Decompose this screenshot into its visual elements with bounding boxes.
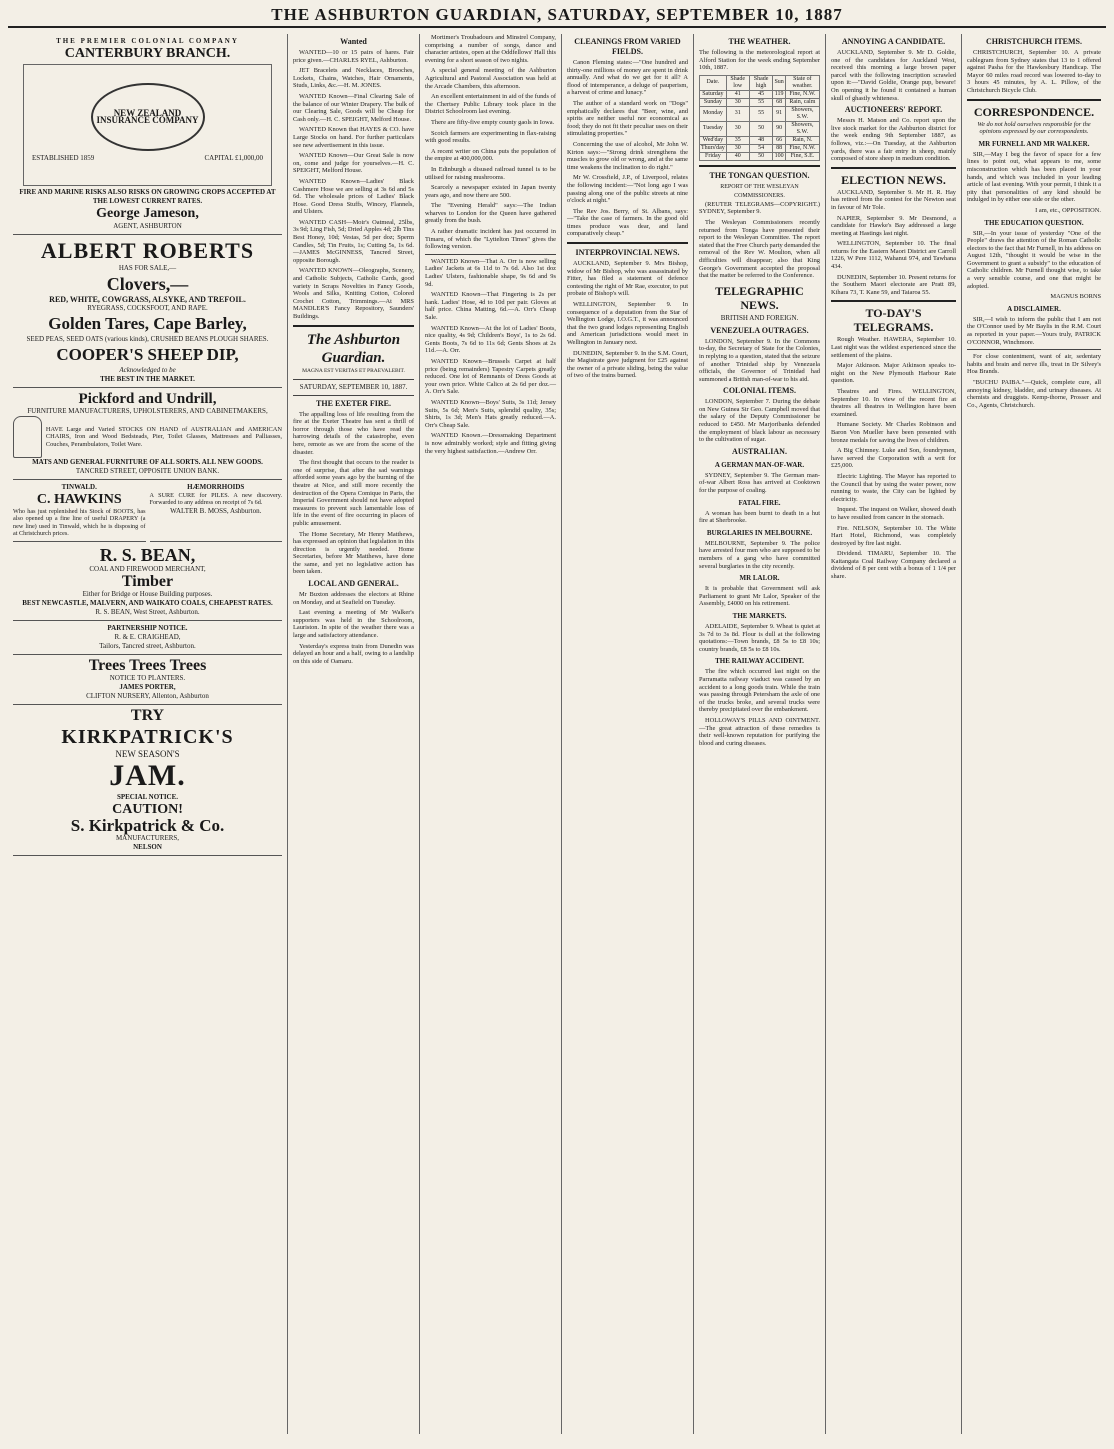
weather-cell: 35	[726, 136, 749, 144]
column-telegrams	[694, 34, 826, 1434]
weather-cell: Tuesday	[700, 121, 727, 136]
divider	[967, 99, 1101, 101]
article-paragraph: The Home Secretary, Mr Henry Matthews, has expressed an opinion that legislation in this direction is urgently needed. Home Secretaries, before Mr Matthews, have done the same, and yet no legislative action has been taken.	[293, 530, 414, 576]
piles-text: A SURE CURE for PILES. A new discovery. Forwarded to any address on receipt of 7s 6d.	[149, 492, 282, 507]
weather-cell: 55	[749, 98, 773, 106]
clovers-heading: Clovers,—	[106, 274, 189, 294]
classified-ad: WANTED Known.—Dressmaking Department is now admirably worked; style and fitting giving the very highest satisfaction.—Andrew Orr.	[425, 432, 556, 455]
tongan-heading: THE TONGAN QUESTION.	[709, 170, 810, 180]
german-heading: A GERMAN MAN-OF-WAR.	[714, 460, 805, 469]
divider	[567, 242, 688, 244]
classified-ad: WANTED Known—Brussels Carpet at half price (being remainders) Tapestry Carpets greatly reduced. One lot of Remnants of Dress Goods at your own price. White Calico at 2s 6d per doz.—A. Orr's Sale.	[425, 357, 556, 396]
news-paragraphs	[425, 34, 556, 251]
article-paragraph: Theatres and Fires. WELLINGTON, September 10. In view of the recent fire at theatres all theatres in Wellington have been examined.	[831, 388, 956, 418]
article-paragraph: Dividend. TIMARU, September 10. The Kaitangata Coal Railway Company declared a dividend of 8 per cent with a bonus of 1 1/4 per share.	[831, 550, 956, 581]
fatal-heading: FATAL FIRE.	[738, 498, 781, 507]
correspondence-heading: CORRESPONDENCE.	[973, 104, 1095, 119]
pickford-sub: FURNITURE MANUFACTURERS, UPHOLSTERERS, AND CABINETMAKERS,	[27, 407, 268, 415]
article-paragraph: Yesterday's express train from Dunedin was delayed an hour and a half, owing to a landslip on this side of Oamaru.	[293, 642, 414, 665]
classified-ad: WANTED CASH—Moir's Oatmeal, 25lbs, 3s 9d; Ling Fish, 5d; Dried Apples 4d; 2lb Tins Best Honey, 10d; Vestas, 5d per doz; Sperm Candles, 5d; Tin Fruits, 1s; Cutting 5s, 1s 6d.—JAMES McGINNESS, Tancred Street, opposite Borough.	[293, 218, 414, 264]
insurance-emblem	[23, 64, 272, 186]
weather-heading: THE WEATHER.	[728, 37, 791, 46]
weather-cell: 68	[773, 98, 785, 106]
craighead-name: R. & E. CRAIGHEAD,	[114, 632, 181, 641]
weather-cell: Thurs'day	[701, 144, 725, 151]
sheep-dip-sub: Acknowledged to be	[119, 366, 176, 374]
colonial-heading: COLONIAL ITEMS.	[723, 386, 796, 396]
weather-cell: Fine, N.W.	[785, 90, 819, 98]
exeter-heading: THE EXETER FIRE.	[316, 398, 391, 408]
weather-cell: 48	[749, 136, 773, 144]
weather-table	[699, 75, 820, 161]
weather-row	[700, 90, 820, 98]
piles-addr: WALTER B. MOSS, Ashburton.	[170, 506, 262, 515]
weather-cell: Friday	[700, 152, 727, 160]
piles-title: HÆMORRHOIDS	[187, 483, 245, 491]
railway-text: The fire which occurred last night on the Parramatta railway viaduct was caused by an accident to a long goods train. While the train was passing through Petersham the axle of one of the trucks broke, and several trucks were thereby precipitated over the embankment.	[699, 668, 820, 714]
classified-ad: WANTED Known—Boys' Suits, 3s 11d; Jersey Suits, 5s 6d; Men's Suits, splendid quality, 35s; Shirts, 1s 3d; Men's Hats greatly reduced.—A. Orr's Cheap Sale.	[425, 398, 556, 429]
disclaimer-text: SIR,—I wish to inform the public that I am not the O'Connor used by Mr Baylis in the R.M. Court as reported in your paper.—Yours truly, PATRICK O'CONNOR, Winchmore.	[967, 315, 1101, 346]
fatal-text: A woman has been burnt to death in a hut fire at Sherbrooke.	[699, 509, 820, 525]
tongan-article	[699, 201, 820, 280]
weather-cell: 54	[749, 144, 773, 152]
weather-header-cell: State of weather.	[785, 75, 819, 90]
cleanings-article	[567, 59, 688, 238]
craighead-addr: Tailors, Tancred street, Ashburton.	[99, 641, 196, 650]
column-news	[420, 34, 562, 1434]
weather-cell: Fine, N.W.	[785, 144, 819, 152]
local-article	[293, 591, 414, 665]
timber-sub: Either for Bridge or House Building purposes.	[82, 589, 213, 598]
weather-header-cell: Date.	[700, 75, 727, 90]
hawkins-text: Who has just replenished his Stock of BOOTS, has also opened up a fine line of useful DRAPERY (a new line) used in Tinwald, which he is disposing of at Christchurch prices.	[13, 508, 146, 538]
interprov-heading: INTERPROVINCIAL NEWS.	[575, 248, 680, 258]
classified-ad: JET Bracelets and Necklaces, Brooches, Lockets, Chains, Watches, Hair Ornaments, Studs, Links, &c.—H. M. JONES.	[293, 67, 414, 90]
classified-ad: WANTED Known—Final Clearing Sale of the balance of our Winter Drapery. The bulk of our Clearing Sale, Goods will be Cheap for Cash only.—H. C. SPEIGHT, Melford House.	[293, 92, 414, 123]
weather-cell: Rain, N.	[785, 136, 819, 144]
weather-cell: Monday	[700, 106, 727, 121]
insurance-seal: NEW ZEALAND INSURANCE COMPANY	[91, 83, 205, 151]
bean-addr: R. S. BEAN, West Street, Ashburton.	[95, 607, 200, 616]
hawkins-ad	[13, 480, 146, 542]
caution-label: CAUTION!	[112, 801, 183, 817]
clovers-types: RED, WHITE, COWGRASS, ALSYKE, AND TREFOIL.	[49, 295, 246, 304]
weather-row	[700, 136, 820, 144]
weather-row	[700, 106, 820, 121]
season-label: NEW SEASON'S	[115, 748, 180, 759]
insurance-branch: CANTERBURY BRANCH.	[64, 46, 231, 61]
weather-cell: Fine, S.E.	[785, 152, 819, 160]
weather-cell: 55	[749, 106, 773, 121]
porter-name: JAMES PORTER,	[119, 682, 176, 691]
kirkpatrick-title: KIRKPATRICK'S	[61, 725, 234, 748]
lalor-heading: MR LALOR.	[739, 574, 780, 583]
article-paragraph: DUNEDIN, September 10. Present returns for the Southern Maori electorate are Pratt 89, Kihara 73, T. Kane 59, and Taiaroa 55.	[831, 273, 956, 296]
pickford-ad	[13, 388, 282, 480]
weather-cell: 119	[774, 90, 784, 97]
auctioneers-text: Messrs H. Matson and Co. report upon the live stock market for the Ashburton district for the week ending 9th September 1887, as follows, viz.:—On Tuesday, at the Ashburton yards, there was a fair entry in sheep, mainly composed of store sheep in medium condition.	[831, 117, 956, 163]
ryegrass-line: RYEGRASS, COCKSFOOT, AND RAPE.	[87, 304, 208, 312]
bean-title: R. S. BEAN,	[99, 544, 196, 565]
weather-row	[700, 98, 820, 106]
divider	[831, 167, 956, 169]
column-correspondence	[962, 34, 1106, 1434]
markets-heading: THE MARKETS.	[732, 611, 787, 620]
classified-ad: WANTED KNOWN—Oleographs, Scenery, and Catholic Subjects, Catholic Cards, good variety in Scraps Novelties in Fancy Goods, Wools and Silks, Knitting Cotton, Colored Crochet Cotton, Trimmings.—At MRS MANDLER'S Fancy Repository, Saunders' Buildings.	[293, 267, 414, 320]
insurance-title: THE PREMIER COLONIAL COMPANY	[56, 37, 239, 45]
article-paragraph: Electric Lighting. The Mayor has reported to the Council that by using the water power, now running to waste, the City can be lighted by electricity.	[831, 472, 956, 503]
tinwald-label: TINWALD.	[61, 483, 97, 491]
article-paragraph: AUCKLAND, September 9. Mr H. R. Hay has retired from the contest for the Newton seat in favour of Mr Tole.	[831, 188, 956, 211]
divider	[699, 165, 820, 167]
weather-cell: 31	[726, 106, 749, 121]
holloway-text: HOLLOWAY'S PILLS AND OINTMENT.—The great attraction of these remedies is their well-known reputation for purifying the blood and curing diseases.	[699, 716, 820, 747]
mats-line: MATS AND GENERAL FURNITURE OF ALL SORTS. ALL NEW GOODS.	[32, 458, 263, 466]
article-paragraph: NAPIER, September 9. Mr Desmond, a candidate for Hawke's Bay addressed a large meeting at Hastings last night.	[831, 214, 956, 237]
article-paragraph: Humane Society. Mr Charles Robinson and Baron Von Mueller have been presented with bronze medals for saving the lives of children.	[831, 421, 956, 444]
weather-cell: Wed'day	[700, 136, 727, 144]
article-paragraph: DUNEDIN, September 9. In the S.M. Court, the Magistrate gave judgment for £25 against the owner of a private sliding, being the value of two of the trains burned.	[567, 349, 688, 380]
furnell-heading: MR FURNELL AND MR WALKER.	[978, 139, 1090, 148]
weather-cell: Showers, S.W.	[785, 106, 819, 121]
article-paragraph: A special general meeting of the Ashburton Agricultural and Pastoral Association was held at the Arcade Chambers, this afternoon.	[425, 67, 556, 90]
disclaimer-heading: A DISCLAIMER.	[1007, 304, 1061, 313]
kp-company: S. Kirkpatrick & Co.	[70, 815, 225, 835]
article-paragraph: A rather dramatic incident has just occurred in Timaru, of which the "Lyttelton Times" gives the following version.	[425, 228, 556, 251]
article-paragraph: The Rev Jos. Berry, of St. Albans, says:—"Take the case of farmers. In the good old times produce was dear, and land comparatively cheap."	[567, 207, 688, 238]
weather-cell: 40	[726, 152, 749, 160]
weather-cell: 91	[773, 106, 785, 121]
masthead: THE ASHBURTON GUARDIAN, SATURDAY, SEPTEMBER 10, 1887	[8, 4, 1106, 28]
paper-date: SATURDAY, SEPTEMBER 10, 1887.	[299, 382, 408, 391]
weather-cell: 88	[773, 144, 785, 152]
article-paragraph: (REUTER TELEGRAMS—COPYRIGHT.) SYDNEY, September 9.	[699, 200, 820, 216]
divider	[967, 349, 1101, 350]
article-paragraph: A recent writer on China puts the population of the empire at 400,000,000.	[425, 147, 556, 163]
election-heading: ELECTION NEWS.	[841, 172, 946, 187]
furnell-text: SIR,—May I beg the favor of space for a few lines to point out, what appears to me, some misconstruction which has been placed in your hands, and which was included in your leading article of last evening. With your permit, I think it a pity that personalities of any kind should be indulged in by either one side or the other.	[967, 150, 1101, 204]
article-paragraph: The first thought that occurs to the reader is one of surprise, that after the sad warnings afforded some years ago by the burning of the theatre at Nice, and still more recently the destruction of the Opera Comique in Paris, the Imperial Government should not have adopted measures to prevent such lamentable loss of life in the event of fire occurring in places of public amusement.	[293, 459, 414, 527]
capital-label: CAPITAL £1,000,00	[204, 154, 263, 163]
agent-place: AGENT, ASHBURTON	[113, 222, 182, 230]
weather-cell: 90	[773, 121, 785, 136]
insurance-text: FIRE AND MARINE RISKS ALSO RISKS ON GROWING CROPS ACCEPTED AT THE LOWEST CURRENT RATES.	[19, 188, 276, 205]
christchurch-text: CHRISTCHURCH, September 10. A private cablegram from Sydney states that 13 to 1 offered against Pasha for the Hawkesbury Handicap. The Mayor 60 miles road record was lowered to-day to 3 hours 45 minutes, by A. L. Pillow, of the Christchurch Bicycle Club.	[967, 49, 1101, 94]
christchurch-heading: CHRISTCHURCH ITEMS.	[985, 37, 1082, 46]
column-cleanings	[562, 34, 694, 1434]
article-paragraph: Inquest. The inquest on Walker, showed death to have resulted from cancer in the stomach.	[831, 506, 956, 521]
article-paragraph: Major Atkinson. Major Atkinson speaks to-night on the New Plymouth Harbour Rate question.	[831, 362, 956, 385]
divider	[425, 254, 556, 255]
article-paragraph: Fire. NELSON, September 10. The White Hart Hotel, Richmond, was completely destroyed by fire last night.	[831, 524, 956, 547]
article-paragraph: AUCKLAND, September 9. Mrs Bishop, widow of Mr Bishop, who was assassinated by Fitter, has filed a statement of defence contesting the right of Mr Rae, executor, to put probate of Bishop's will.	[567, 260, 688, 298]
divider	[293, 395, 414, 396]
article-paragraph: Scarcely a newspaper existed in Japan twenty years ago, and now there are 500.	[425, 184, 556, 199]
divider	[831, 300, 956, 302]
exeter-article	[293, 411, 414, 576]
special-notice: SPECIAL NOTICE.	[116, 792, 179, 801]
column-wanted-editorial	[288, 34, 420, 1434]
established-label: ESTABLISHED 1859	[32, 154, 95, 163]
classified-ad: WANTED Known—That A. Orr is now selling Ladies' Jackets at 6s 11d to 7s 6d. Also 1st doz Ladies' Ulsters, fashionable shape, 9s 6d and 9s 9d.	[425, 257, 556, 288]
pickford-body	[13, 416, 282, 458]
british-sub: BRITISH AND FOREIGN.	[720, 313, 799, 322]
australian-heading: AUSTRALIAN.	[732, 446, 787, 456]
ads-pair-1	[13, 480, 282, 542]
sale-text: For close contentment, want of air, sedentary habits and brain and nerve ills, treat in Dr Silvey's Hoa Brands.	[967, 353, 1101, 376]
seeds-line: SEED PEAS, SEED OATS (various kinds), CRUSHED BEANS PLOUGH SHARES.	[26, 335, 269, 343]
colonial-text: LONDON, September 7. During the debate on New Guinea Sir Geo. Campbell moved that the salary of the Deputy Commissioner be reduced to £450. Mr Marjoribanks defended the employment of black labour as necessary to the cultivation of sugar.	[699, 398, 820, 444]
weather-row	[700, 121, 820, 136]
roberts-sub: HAS FOR SALE,—	[118, 264, 177, 272]
tongan-sub: REPORT OF THE WESLEYAN COMMISSIONERS.	[720, 183, 799, 199]
article-paragraph: The appalling loss of life resulting from the fire at the Exeter Theatre has sent a thrill of horror through those who have read the harrowing details of the catastrophe, even here, remote as we are from the scene of the disaster.	[293, 410, 414, 456]
planters-sub: NOTICE TO PLANTERS.	[109, 673, 186, 682]
hawkins-title: C. HAWKINS	[36, 492, 122, 507]
article-paragraph: Concerning the use of alcohol, Mr John W. Kirton says:—"Strong drink strengthens the muscles to grow old or wrong, and at the same time weakens the inclination to do right."	[567, 140, 688, 171]
coals-line: BEST NEWCASTLE, MALVERN, AND WAIKATO COALS, CHEAPEST RATES.	[22, 598, 273, 607]
weather-cell: 45	[749, 90, 773, 98]
weather-cell: 30	[726, 121, 749, 136]
classified-ad: WANTED Known—At the lot of Ladies' Boots, nice quality, 4s 9d; Children's Boys', 1s to 2s 6d. Gents Boots, 7s 6d to 11s 6d; Gents Shoes at 2s 11d.—A. Orr.	[425, 324, 556, 355]
kp-manufacturers: MANUFACTURERS,	[115, 833, 180, 842]
sheep-dip-heading: COOPER'S SHEEP DIP,	[56, 345, 239, 364]
partnership-ad	[13, 621, 282, 655]
columns	[8, 34, 1106, 1434]
weather-cell: Rain, calm	[785, 98, 819, 106]
tancred-line: TANCRED STREET, OPPOSITE UNION BANK.	[75, 467, 220, 475]
lalor-text: It is probable that Government will ask Parliament to grant Mr Lalor, Speaker of the Assembly, £4000 on his retirement.	[699, 585, 820, 608]
article-paragraph: The Wesleyan Commissioners recently returned from Tonga have presented their report to the Wesleyan Committee. The report stated that the Free Church party demanded the removal of the Rev W. Moulton, when all difficulties will disappear; also that King George's Government accepted the proposal that the matter be referred to the Conference.	[699, 218, 820, 280]
insurance-facts	[24, 151, 271, 167]
column-elections	[826, 34, 962, 1434]
education-heading: THE EDUCATION QUESTION.	[984, 218, 1084, 227]
classified-ad: WANTED Known—Our Great Sale is now on, come and judge for yourselves.—H. C. SPEIGHT, Melford House.	[293, 152, 414, 175]
weather-body	[700, 90, 820, 160]
weather-cell: Sunday	[700, 98, 727, 106]
paper-title: The Ashburton Guardian.	[306, 331, 401, 366]
weather-header-cell: Sun	[773, 75, 785, 90]
newspaper-page	[8, 4, 1106, 1441]
bean-sub: COAL AND FIREWOOD MERCHANT,	[89, 564, 206, 573]
article-paragraph: Rough Weather. HAWERA, September 10. Last night was the wildest experienced since the settlement of the plains.	[831, 336, 956, 359]
buchu-text: "BUCHU PAIBA."—Quick, complete cure, all annoying kidney, bladder, and urinary diseases. At chemists and druggists. Kemp-thorne, Prosser and Co., Agents, Christchurch.	[967, 379, 1101, 409]
weather-cell: 41	[726, 90, 749, 98]
article-paragraph: An excellent entertainment in aid of the funds of the Chertsey Public Library took place in the District Schoolroom last evening.	[425, 93, 556, 116]
weather-cell: Showers, S.W.	[785, 121, 819, 136]
divider	[293, 379, 414, 380]
tares-heading: Golden Tares, Cape Barley,	[48, 314, 247, 333]
burglaries-text: MELBOURNE, September 9. The police have arrested four men who are supposed to be members of a gang who have committed several burglaries in the city recently.	[699, 539, 820, 570]
agent-name: George Jameson,	[96, 206, 199, 221]
interprov-article	[567, 260, 688, 380]
telegraphic-heading: TELEGRAPHIC NEWS.	[715, 283, 804, 312]
column-advertisements	[8, 34, 288, 1434]
divider	[293, 325, 414, 327]
venezuela-text: LONDON, September 9. In the Commons to-day, the Secretary of State for the Colonies, in replying to a question, stated that the seizure of another Trinidad ship by Venezuela officials, the Governor of Trinidad had summoned a British man-of-war to his aid.	[699, 337, 820, 383]
german-text: SYDNEY, September 9. The German man-of-war Albert Ross has arrived at Cooktown for the purpose of coaling.	[699, 471, 820, 495]
kp-nelson: NELSON	[133, 842, 162, 851]
article-paragraph: Canon Fleming states:—"One hundred and thirty-one millions of money are spent in drink annually. And what do we get for it all? A flood of intemperance, a deluge of pauperism, a harvest of crime and lunacy."	[567, 59, 688, 97]
article-paragraph: A Big Chimney. Luke and Son, foundrymen, have served the Corporation with a writ for £25,000.	[831, 447, 956, 470]
education-sign: MAGNUS BORNS	[1050, 293, 1101, 301]
classified-ad: WANTED Known that HAYES & CO. have Large Stocks on hand. For further particulars see new advertisement in this issue.	[293, 126, 414, 149]
article-paragraph: Scotch farmers are experimenting in flax-raising with good results.	[425, 129, 556, 145]
article-paragraph: The author of a standard work on "Dogs" emphatically declares that "Beer, wine, and spirits are neither useful nor economical as food; they do not fit their peculiar uses on their stimulating properties."	[567, 99, 688, 138]
article-paragraph: WELLINGTON, September 10. The final returns for the Eastern Maori District are Carroll 1226, W Pere 1112, Wahanui 974, and Tawhana 434.	[831, 240, 956, 271]
weather-cell: 50	[749, 121, 773, 136]
bean-ad	[13, 542, 282, 621]
weather-cell: 30	[726, 144, 749, 152]
piles-ad	[150, 480, 283, 542]
article-paragraph: Mr Buxton addresses the electors at Rhine on Monday, and at Seafield on Tuesday.	[293, 591, 414, 606]
weather-note: The following is the meteorological report at Alford Station for the week ending September 10th, 1887.	[699, 49, 820, 72]
todays-telegrams-article	[831, 336, 956, 580]
pickford-title: Pickford and Undrill,	[78, 391, 217, 407]
wanted-heading: Wanted	[340, 37, 367, 46]
kirkpatrick-ad	[13, 705, 282, 856]
todays-telegrams-heading: TO-DAY'S TELEGRAMS.	[853, 306, 934, 335]
weather-header-row	[700, 75, 820, 90]
insurance-ad	[13, 34, 282, 235]
weather-cell: 100	[774, 152, 784, 159]
article-paragraph: There are fifty-five empty county gaols in Iowa.	[431, 118, 555, 126]
railway-heading: THE RAILWAY ACCIDENT.	[715, 657, 804, 666]
chair-illustration	[13, 416, 42, 458]
local-heading: LOCAL AND GENERAL.	[308, 579, 399, 589]
try-label: TRY	[130, 706, 165, 724]
article-paragraph: Mr W. Crossfield, J.P., of Liverpool, relates the following incident:—"Not long ago I was passing along one of the public streets at nine o'clock at night."	[567, 174, 688, 205]
article-paragraph: Mortimer's Troubadours and Minstrel Company, comprising a number of songs, dance and character artistes, open at the Oddfellows' Hall this evening for a short season of two nights.	[425, 34, 556, 64]
wanted-ads-list	[293, 49, 414, 321]
weather-header-cell: Shade high	[749, 75, 773, 90]
weather-row	[700, 152, 820, 160]
orr-ads-list	[425, 258, 556, 455]
markets-text: ADELAIDE, September 9. Wheat is quiet at 3s 7d to 3s 8d. Flour is dull at the following quotations:—Town brands, £8 5s to £8 10s; country brands, £8 5s to £8 10s.	[699, 622, 820, 653]
classified-ad: WANTED—10 or 15 pairs of hares. Fair price given.—CHARLES RYEL, Ashburton.	[293, 49, 414, 64]
burglaries-heading: BURGLARIES IN MELBOURNE.	[706, 528, 813, 537]
education-text: SIR,—In your issue of yesterday "One of the People" draws the attention of the Roman Catholic electors to the fact that Mr Furnell, in his address on August 12th, "thought it would be wise in the Government to grant a subsidy" to the education of Catholic children. Mr Furnell thought wise, to take a very sensible course, and one that might be adopted.	[967, 229, 1101, 290]
weather-row	[700, 144, 820, 152]
timber-heading: Timber	[121, 572, 174, 590]
election-article	[831, 189, 956, 297]
partnership-title: PARTNERSHIP NOTICE.	[107, 623, 188, 632]
pickford-text: HAVE Large and Varied STOCKS ON HAND of AUSTRALIAN and AMERICAN CHAIRS, Iron and Wood Bedsteads, Pier, Toilet Glasses, Mattresses and Palliasses, Couches, Perambulators, Toilet Ware.	[45, 425, 282, 448]
weather-cell: Saturday	[700, 90, 727, 98]
cleanings-heading: CLEANINGS FROM VARIED FIELDS.	[574, 37, 681, 56]
annoying-text: AUCKLAND, September 9. Mr D. Goldie, one of the candidates for Auckland West, received this morning a large brown paper parcel with the following inscription scrawled upon it:—"David Goldie, Orange pup, beware! On opening it he found it contained a human skull of ghastly whiteness.	[831, 49, 956, 102]
correspondence-note: We do not hold ourselves responsible for the opinions expressed by our correspondents.	[977, 120, 1091, 136]
article-paragraph: In Edinburgh a disused railroad tunnel is to be utilised for raising mushrooms.	[425, 165, 556, 181]
trees-ad	[13, 655, 282, 705]
trees-title: Trees Trees Trees	[88, 656, 207, 674]
article-paragraph: The "Evening Herald" says:—The Indian wharves to London for the Queen have gathered greatly from the bush.	[425, 202, 556, 225]
venezuela-heading: VENEZUELA OUTRAGES.	[710, 325, 809, 335]
sheep-dip-best: THE BEST IN THE MARKET.	[100, 375, 195, 383]
paper-motto: MAGNA EST VERITAS ET PRAEVALEBIT.	[302, 367, 405, 374]
weather-cell: 50	[749, 152, 773, 160]
roberts-ad	[13, 235, 282, 388]
clifton-addr: CLIFTON NURSERY, Allenton, Ashburton	[86, 691, 209, 700]
weather-cell: 66	[773, 136, 785, 144]
article-paragraph: WELLINGTON, September 9. In consequence of a deputation from the Star of Wellington Lodge, I.O.G.T., it was announced that the two grand lodges representing English and American jurisdictions would meet in Wellington in January next.	[567, 301, 688, 346]
furnell-sign: I am, etc., OPPOSITION.	[1035, 206, 1101, 214]
classified-ad: WANTED Known—Ladies' Black Cashmere Hose we are selling at 3s 6d and 5s 6d. The wholesale prices of Ladies' Black Hose. Good Dress Stuffs, Wincey, Flannels, and Ulsters.	[293, 177, 414, 216]
roberts-title: ALBERT ROBERTS	[40, 238, 255, 263]
jam-title: JAM.	[109, 758, 186, 792]
auctioneers-heading: AUCTIONEERS' REPORT.	[844, 105, 943, 115]
article-paragraph: Last evening a meeting of Mr Walker's supporters was held in the Schoolroom, Lauriston. In spite of the weather there was a large and satisfactory attendance.	[293, 609, 414, 640]
weather-header-cell: Shade low	[726, 75, 749, 90]
annoying-heading: ANNOYING A CANDIDATE.	[841, 37, 946, 46]
weather-cell: 30	[726, 98, 749, 106]
classified-ad: WANTED Known—That Fingering is 2s per hank. Ladies' Hose, 4d to 10d per pair. Gloves at half price. China Matting, 6d.—A. Orr's Cheap Sale.	[425, 291, 556, 321]
